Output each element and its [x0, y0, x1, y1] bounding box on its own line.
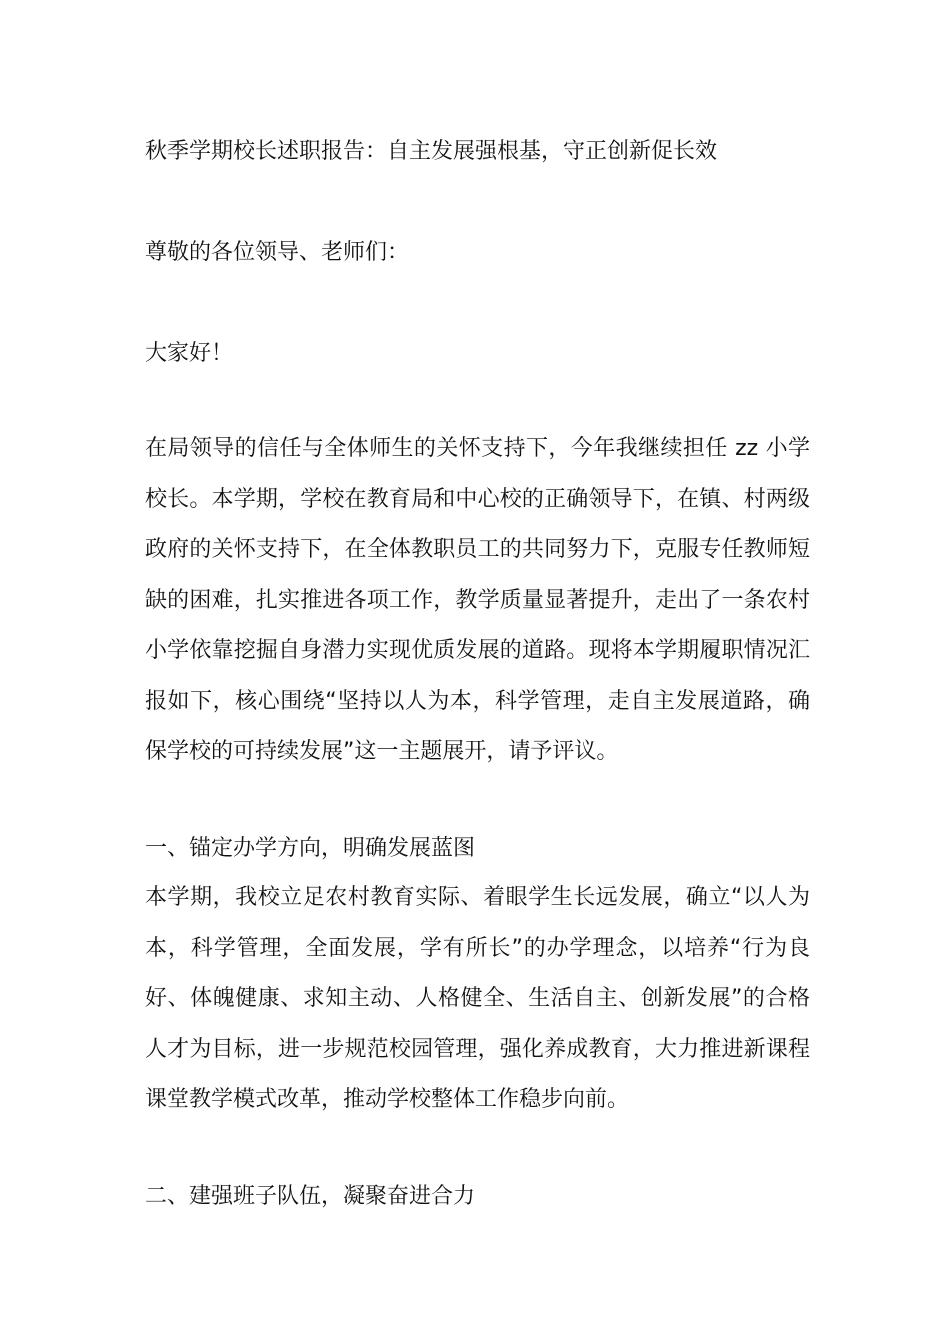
- greeting: 大家好！: [145, 341, 234, 366]
- section-2-heading: 二、建强班子队伍，凝聚奋进合力: [145, 1184, 476, 1209]
- intro-paragraph: 在局领导的信任与全体师生的关怀支持下，今年我继续担任 zz 小学校长。本学期，学校在教育局和中心校的正确领导下，在镇、村两级政府的关怀支持下，在全体教职员工的共同努力下，克服专任教师短缺的困难，扎实推进各项工作，教学质量显著提升，走出了一条农村小学依靠挖掘自身潜力实现优质发展的道路。现将本学期履职情况汇报如下，核心围绕“坚持以人为本，科学管理，走自主发展道路，确保学校的可持续发展”这一主题展开，请予评议。: [145, 436, 810, 764]
- salutation: 尊敬的各位领导、老师们：: [145, 240, 410, 265]
- section-1-heading: 一、锚定办学方向，明确发展蓝图: [145, 836, 476, 861]
- section-1-body: 本学期，我校立足农村教育实际、着眼学生长远发展，确立“以人为本，科学管理，全面发展，学有所长”的办学理念，以培养“行为良好、体魄健康、求知主动、人格健全、生活自主、创新发展”的合格人才为目标，进一步规范校园管理，强化养成教育，大力推进新课程课堂教学模式改革，推动学校整体工作稳步向前。: [145, 885, 810, 1112]
- document-title: 秋季学期校长述职报告：自主发展强根基，守正创新促长效: [145, 139, 718, 164]
